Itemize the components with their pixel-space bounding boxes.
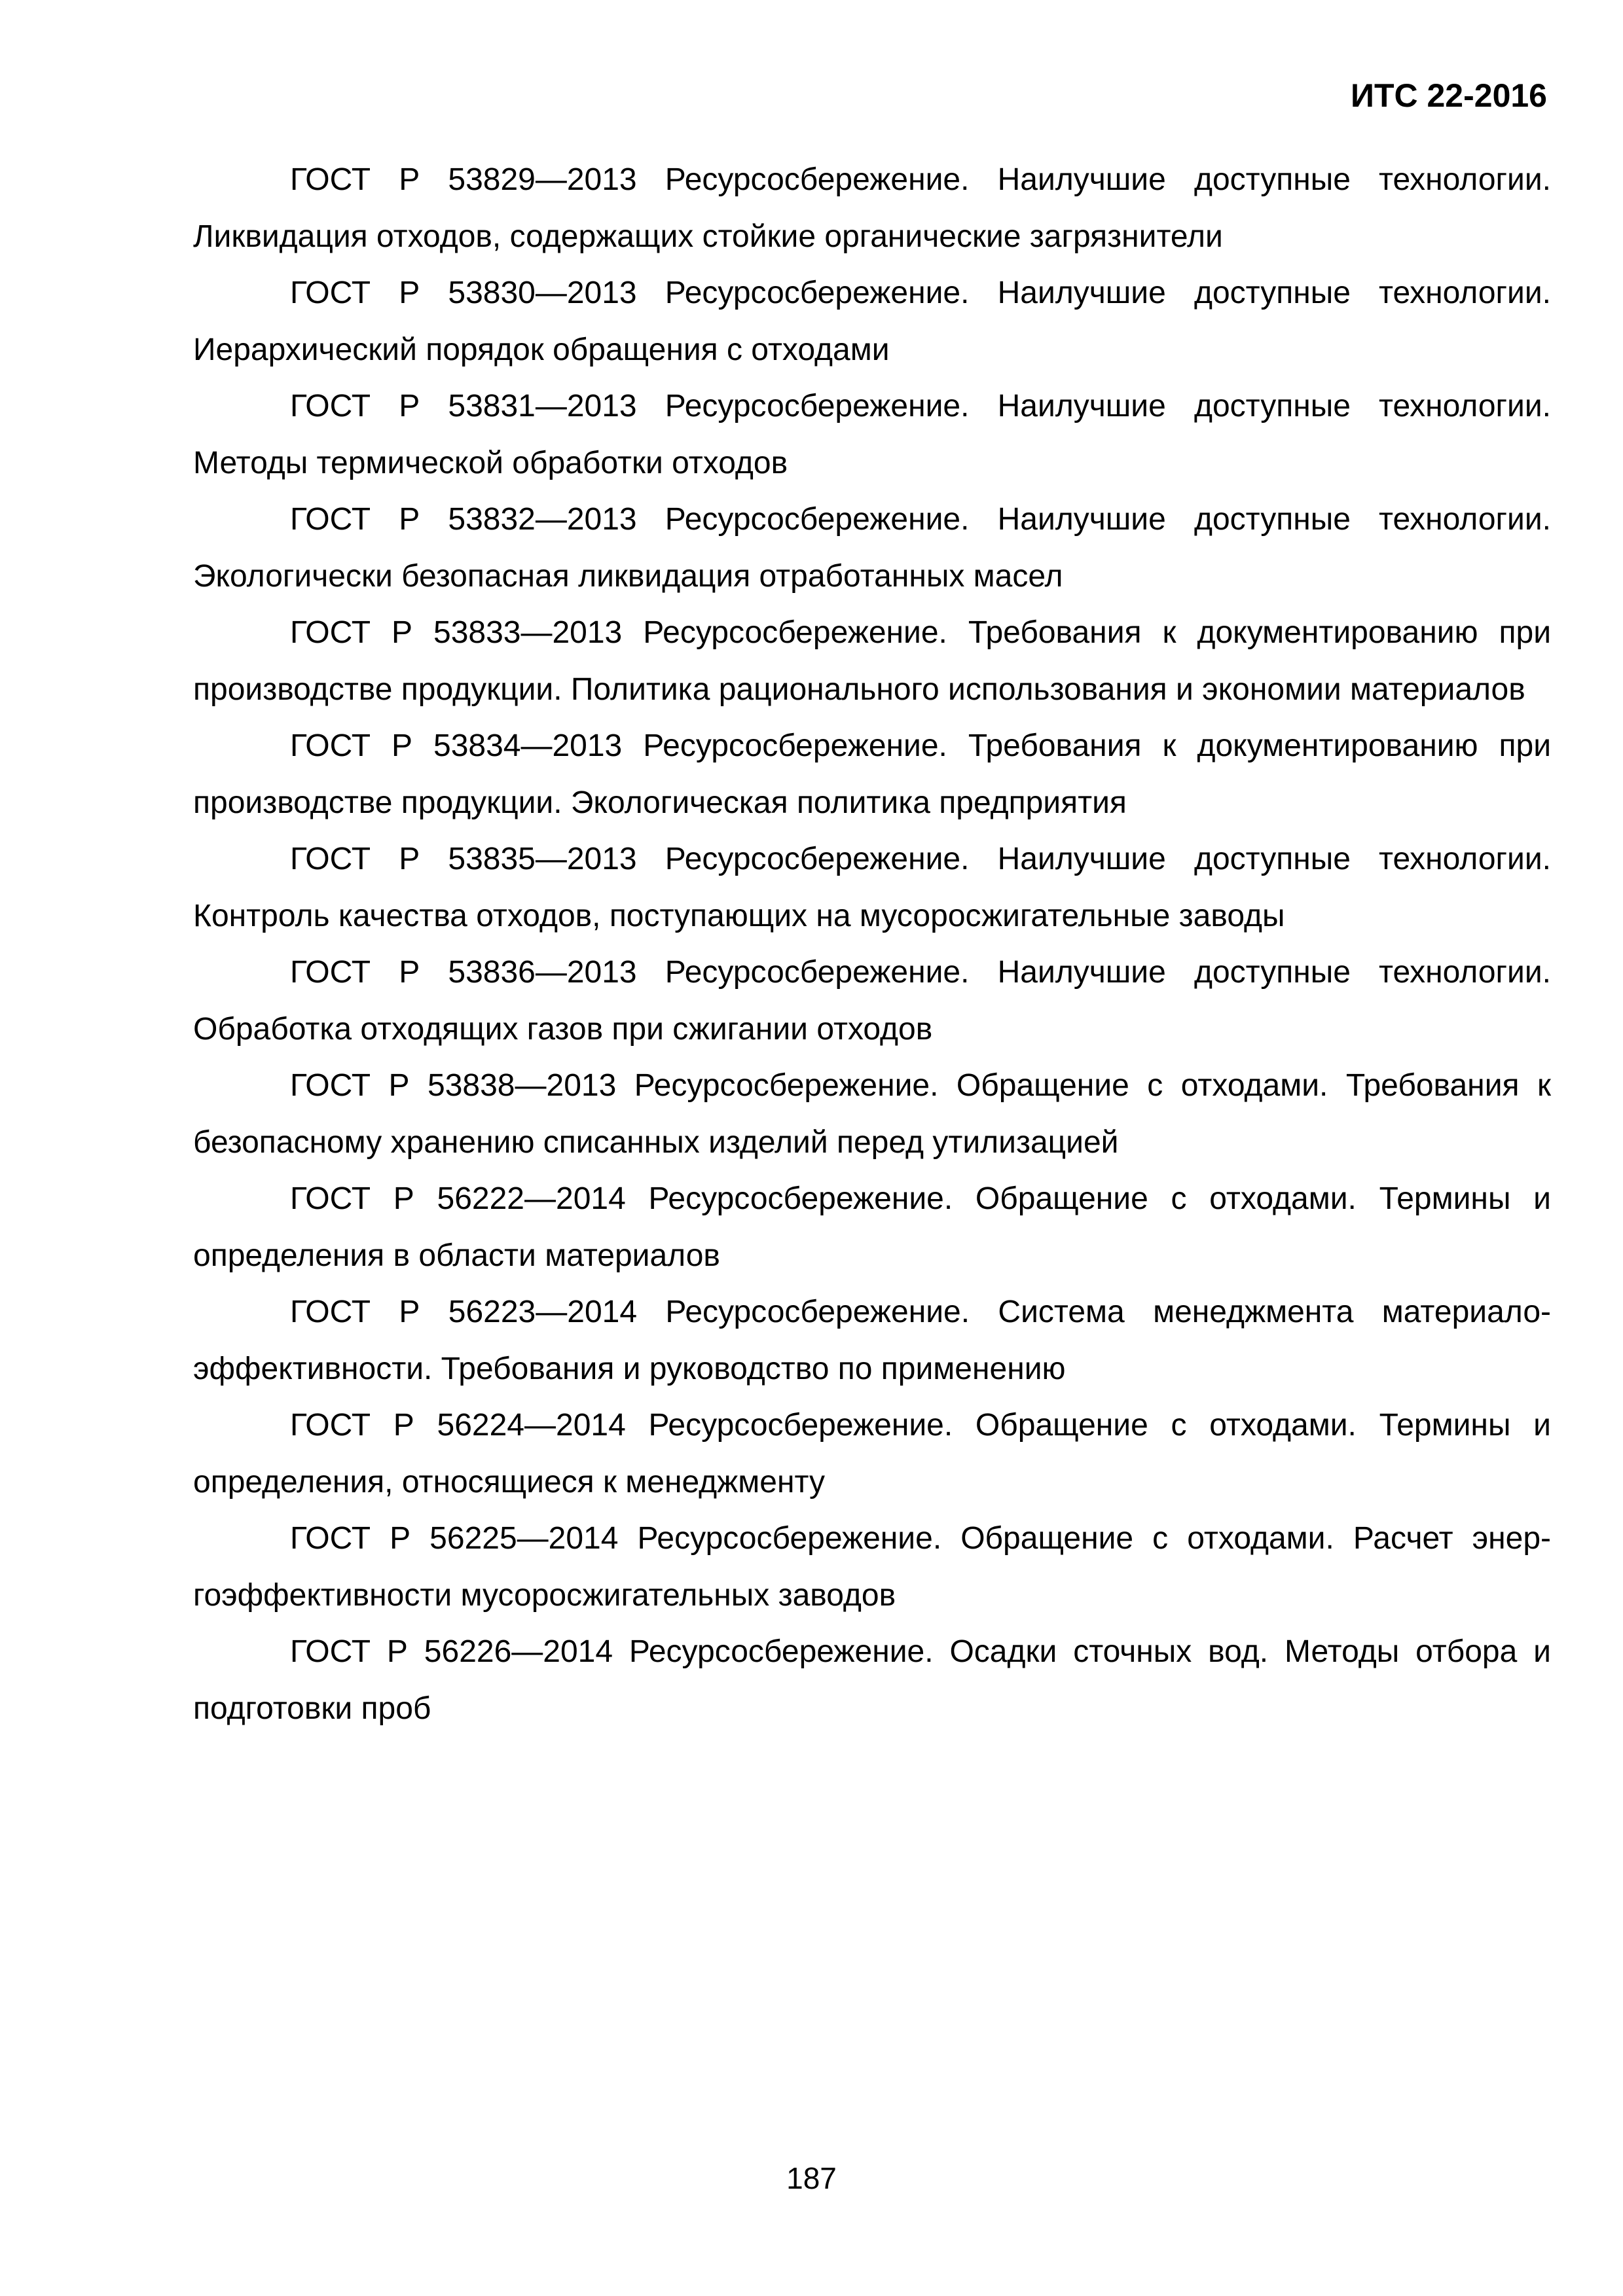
reference-entry: ГОСТ Р 56222—2014 Ресурсосбережение. Обращение с отходами. Термины и определения в области материалов <box>193 1181 1551 1273</box>
reference-entry: ГОСТ Р 56223—2014 Ресурсосбережение. Система менеджмента материало-эффективности. Требования и руководство по применению <box>193 1295 1551 1386</box>
page-number: 187 <box>786 2161 837 2195</box>
reference-entry: ГОСТ Р 53835—2013 Ресурсосбережение. Наилучшие доступные технологии. Контроль качества отходов, поступающих на мусоросжигательные заводы <box>193 842 1551 933</box>
reference-entry: ГОСТ Р 53834—2013 Ресурсосбережение. Требования к документированию при производстве продукции. Экологическая политика предприятия <box>193 728 1551 820</box>
reference-entry: ГОСТ Р 53838—2013 Ресурсосбережение. Обращение с отходами. Требования к безопасному хранению списанных изделий перед утилизацией <box>193 1068 1551 1160</box>
reference-entry: ГОСТ Р 56226—2014 Ресурсосбережение. Осадки сточных вод. Методы отбора и подготовки проб <box>193 1634 1551 1726</box>
reference-entry: ГОСТ Р 53829—2013 Ресурсосбережение. Наилучшие доступные технологии. Ликвидация отходов, содержащих стойкие органические загрязнители <box>193 162 1551 254</box>
references-list <box>193 152 1551 1737</box>
reference-entry: ГОСТ Р 56225—2014 Ресурсосбережение. Обращение с отходами. Расчет энергоэффективности мусоросжигательных заводов <box>193 1521 1551 1613</box>
reference-entry: ГОСТ Р 53833—2013 Ресурсосбережение. Требования к документированию при производстве продукции. Политика рационального использования и экономии материалов <box>193 615 1551 707</box>
reference-entry: ГОСТ Р 53830—2013 Ресурсосбережение. Наилучшие доступные технологии. Иерархический порядок обращения с отходами <box>193 276 1551 367</box>
reference-entry: ГОСТ Р 53832—2013 Ресурсосбережение. Наилучшие доступные технологии. Экологически безопасная ликвидация отработанных масел <box>193 502 1551 594</box>
document-code: ИТС 22-2016 <box>1351 77 1547 114</box>
reference-entry: ГОСТ Р 53831—2013 Ресурсосбережение. Наилучшие доступные технологии. Методы термической обработки отходов <box>193 389 1551 480</box>
reference-entry: ГОСТ Р 53836—2013 Ресурсосбережение. Наилучшие доступные технологии. Обработка отходящих газов при сжигании отходов <box>193 955 1551 1047</box>
reference-entry: ГОСТ Р 56224—2014 Ресурсосбережение. Обращение с отходами. Термины и определения, относящиеся к менеджменту <box>193 1408 1551 1499</box>
